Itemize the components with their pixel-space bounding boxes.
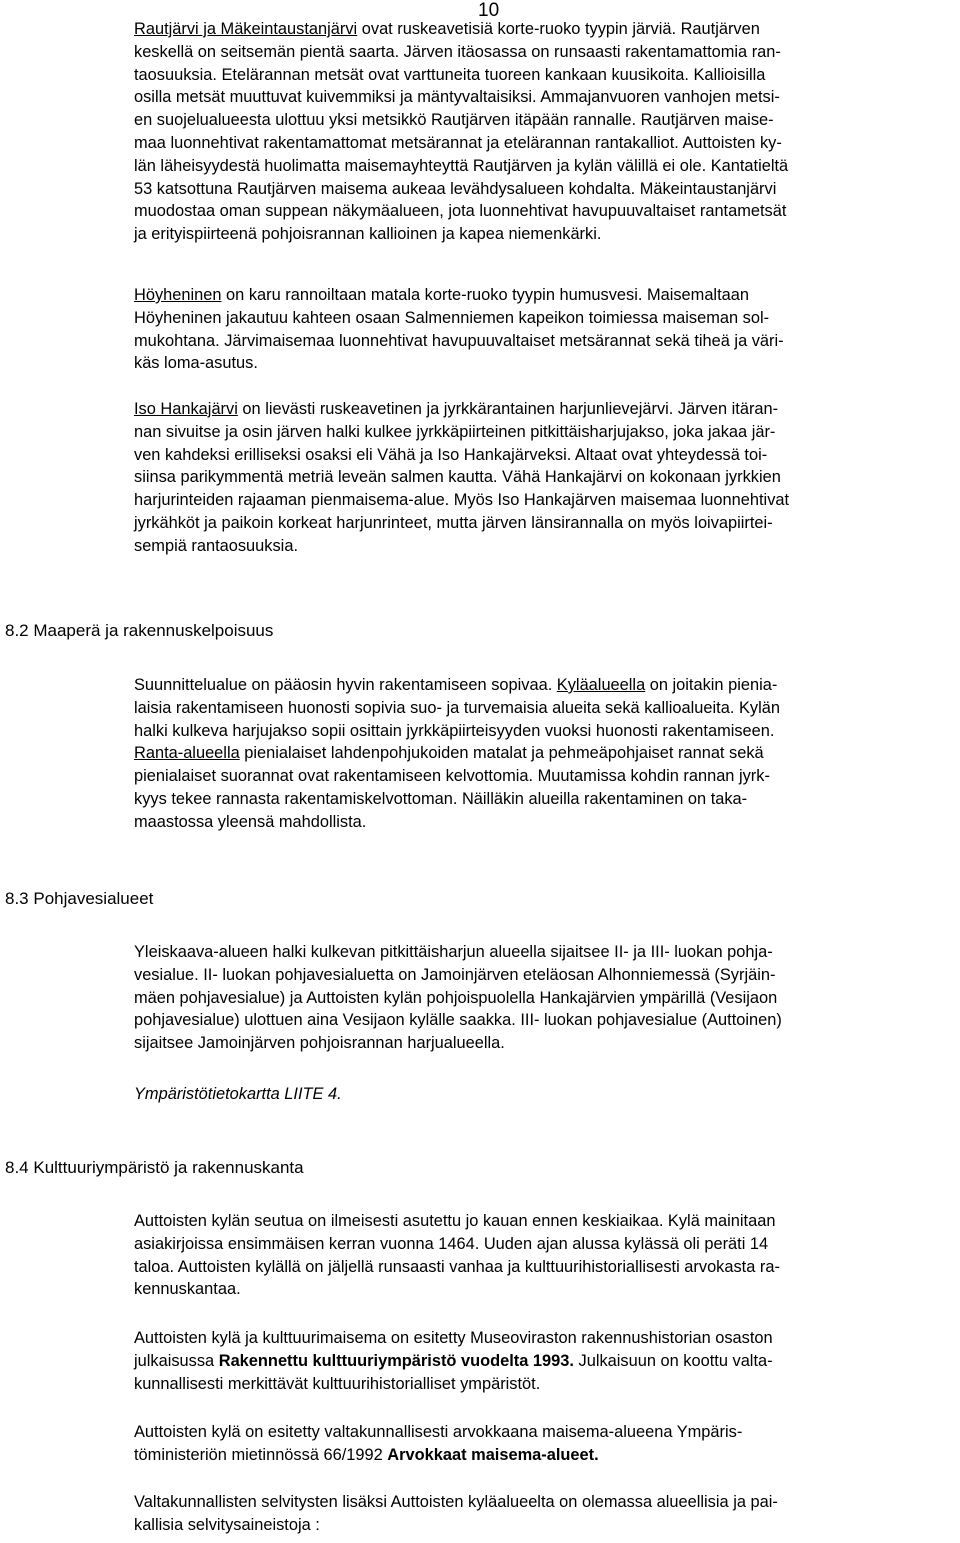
- heritage-paragraph-2: [134, 1327, 773, 1395]
- text-line: mäen pohjavesialue) ja Auttoisten kylän pohjoispuolella Hankajärvien ympärillä (Vesijaon: [134, 988, 778, 1007]
- text-line: ven kahdeksi erilliseksi osaksi eli Vähä ja Iso Hankajärveksi. Altaat ovat yhteydessä toi-: [134, 445, 768, 464]
- section-heading-8-4: 8.4 Kulttuuriympäristö ja rakennuskanta: [5, 1158, 304, 1177]
- text-run: on karu rannoiltaan matala korte-ruoko tyypin humusvesi. Maisemaltaan: [221, 286, 749, 304]
- text-line: harjurinteiden rajaaman pienmaisema-alue. Myös Iso Hankajärven maisemaa luonnehtivat: [134, 491, 790, 510]
- appendix-note: Ympäristötietokartta LIITE 4.: [134, 1085, 342, 1103]
- text-run: on lievästi ruskeavetinen ja jyrkkärantainen harjunlievejärvi. Järven itäran-: [237, 400, 779, 418]
- text-line: siinsa parikymmentä metriä leveän salmen kautta. Vähä Hankajärvi on kokonaan jyrkkien: [134, 468, 781, 487]
- text-line: pienialaiset suorannat ovat rakentamiseen kelvottomia. Muutamissa kohdin rannan jyrk-: [134, 767, 770, 786]
- text-line: maa luonnehtivat rakentamattomat metsärannat ja etelärannan rantakalliot. Auttoisten ky-: [134, 133, 782, 152]
- text-line: nan sivuitse ja osin järven halki kulkee jyrkkäpiirteinen pitkittäisharjujakso, joka jakaa jär-: [134, 422, 776, 441]
- text-line: en suojelualueesta ulottuu yksi metsikkö Rautjärven itäpään rannalle. Rautjärven maise-: [134, 111, 774, 130]
- lake-name-underlined: Iso Hankajärvi: [134, 400, 238, 418]
- text-line: maastossa yleensä mahdollista.: [134, 812, 367, 831]
- text-line: ja erityispiirteenä pohjoisrannan kallioinen ja kapea niemenkärki.: [134, 225, 602, 244]
- text-line: sempiä rantaosuuksia.: [134, 536, 298, 555]
- text-run: julkaisussa: [134, 1351, 219, 1370]
- text-line: Auttoisten kylä on esitetty valtakunnallisesti arvokkaana maisema-alueena Ympäris-: [134, 1423, 743, 1441]
- text-line: asiakirjoissa ensimmäisen kerran vuonna 1464. Uuden ajan alussa kylässä oli peräti 14: [134, 1234, 769, 1253]
- section-heading-8-3: 8.3 Pohjavesialueet: [5, 889, 154, 908]
- term-underlined: Kyläalueella: [556, 676, 646, 694]
- text-line: mukohtana. Järvimaisemaa luonnehtivat havupuuvaltaiset metsärannat sekä tiheä ja väri-: [134, 331, 784, 350]
- heritage-paragraph-1: [134, 1210, 780, 1301]
- text-run: on joitakin pienia-: [645, 676, 778, 694]
- hankajarvi-paragraph: [134, 398, 789, 558]
- text-line: jyrkähköt ja paikoin korkeat harjunrinteet, mutta järven länsirannalla on myös loivapiirtei-: [134, 513, 773, 532]
- text-line: halki kulkeva harjujakso sopii osittain jyrkkäpiirteisyyden vuoksi huonosti rakentamiseen.: [134, 721, 775, 740]
- text-line: keskellä on seitsemän pientä saarta. Järven itäosassa on runsaasti rakentamattomia ran-: [134, 42, 781, 61]
- text-line: vesialue. II- luokan pohjavesialuetta on Jamoinjärven eteläosan Alhonniemessä (Syrjäin-: [134, 965, 776, 984]
- text-line: Höyheninen jakautuu kahteen osaan Salmenniemen kapeikon toimiessa maiseman sol-: [134, 308, 770, 327]
- text-line: Auttoisten kylä ja kulttuurimaisema on esitetty Museoviraston rakennushistorian osaston: [134, 1329, 773, 1347]
- text-run: Suunnittelualue on pääosin hyvin rakentamiseen sopivaa.: [134, 676, 557, 694]
- text-line: län läheisyydestä huolimatta maisemayhteyttä Rautjärven ja kylän välillä ei ole. Kantatieltä: [134, 156, 789, 175]
- text-line: laisia rakentamiseen huonosti sopivia suo- ja turvemaisia alueita sekä kallioalueita. Kylän: [134, 698, 780, 717]
- term-underlined: Ranta-alueella: [134, 744, 240, 763]
- text-line: kallisia selvitysaineistoja :: [134, 1515, 320, 1534]
- text-line: pohjavesialue) ulottuen aina Vesijaon kylälle saakka. III- luokan pohjavesialue (Auttoinen): [134, 1011, 782, 1030]
- hoyheninen-paragraph: [134, 284, 784, 375]
- lake-name-underlined: Rautjärvi ja Mäkeintaustanjärvi: [134, 20, 358, 38]
- text-line: taosuuksia. Etelärannan metsät ovat varttuneita tuoreen kankaan kuusikoita. Kallioisilla: [134, 65, 766, 84]
- publication-title: Rakennettu kulttuuriympäristö vuodelta 1993.: [218, 1351, 574, 1370]
- section-heading-8-2: 8.2 Maaperä ja rakennuskelpoisuus: [5, 621, 274, 640]
- text-run: pienialaiset lahdenpohjukoiden matalat ja pehmeäpohjaiset rannat sekä: [239, 744, 764, 763]
- text-line: Auttoisten kylän seutua on ilmeisesti asutettu jo kauan ennen keskiaikaa. Kylä mainitaan: [134, 1212, 776, 1230]
- text-line: Yleiskaava-alueen halki kulkevan pitkittäisharjun alueella sijaitsee II- ja III- luokan pohja-: [134, 943, 773, 961]
- text-line: kyys tekee rannasta rakentamiskelvottoman. Näilläkin alueilla rakentaminen on taka-: [134, 789, 748, 808]
- soil-paragraph: [134, 674, 780, 834]
- text-line: sijaitsee Jamoinjärven pohjoisrannan harjualueella.: [134, 1034, 505, 1053]
- lake-name-underlined: Höyheninen: [134, 286, 222, 304]
- text-line: taloa. Auttoisten kylällä on jäljellä runsaasti vanhaa ja kulttuurihistoriallisesti arvokasta ra-: [134, 1257, 780, 1276]
- text-line: muodostaa oman suppean näkymäalueen, jota luonnehtivat havupuuvaltaiset rantametsät: [134, 202, 787, 221]
- text-line: kennuskantaa.: [134, 1280, 241, 1299]
- text-line: osilla metsät muuttuvat kuivemmiksi ja mäntyvaltaisiksi. Ammajanvuoren vanhojen metsi-: [134, 88, 780, 107]
- text-run: töministeriön mietinnössä 66/1992: [134, 1445, 388, 1464]
- heritage-paragraph-4: [134, 1491, 778, 1537]
- text-run: Julkaisuun on koottu valta-: [573, 1351, 773, 1370]
- publication-title: Arvokkaat maisema-alueet.: [387, 1445, 599, 1464]
- groundwater-paragraph: [134, 941, 782, 1055]
- text-line: 53 katsottuna Rautjärven maisema aukeaa levähdysalueen kohdalta. Mäkeintaustanjärvi: [134, 179, 777, 198]
- text-run: ovat ruskeavetisiä korte-ruoko tyypin järviä. Rautjärven: [357, 20, 760, 38]
- text-line: kunnallisesti merkittävät kulttuurihistorialliset ympäristöt.: [134, 1374, 541, 1393]
- text-line: käs loma-asutus.: [134, 354, 258, 373]
- heritage-paragraph-3: [134, 1421, 742, 1467]
- page-number: 10: [478, 0, 500, 21]
- lake-description-paragraph: [134, 18, 788, 246]
- text-line: Valtakunnallisten selvitysten lisäksi Auttoisten kyläalueelta on olemassa alueellisia ja pai-: [134, 1493, 778, 1511]
